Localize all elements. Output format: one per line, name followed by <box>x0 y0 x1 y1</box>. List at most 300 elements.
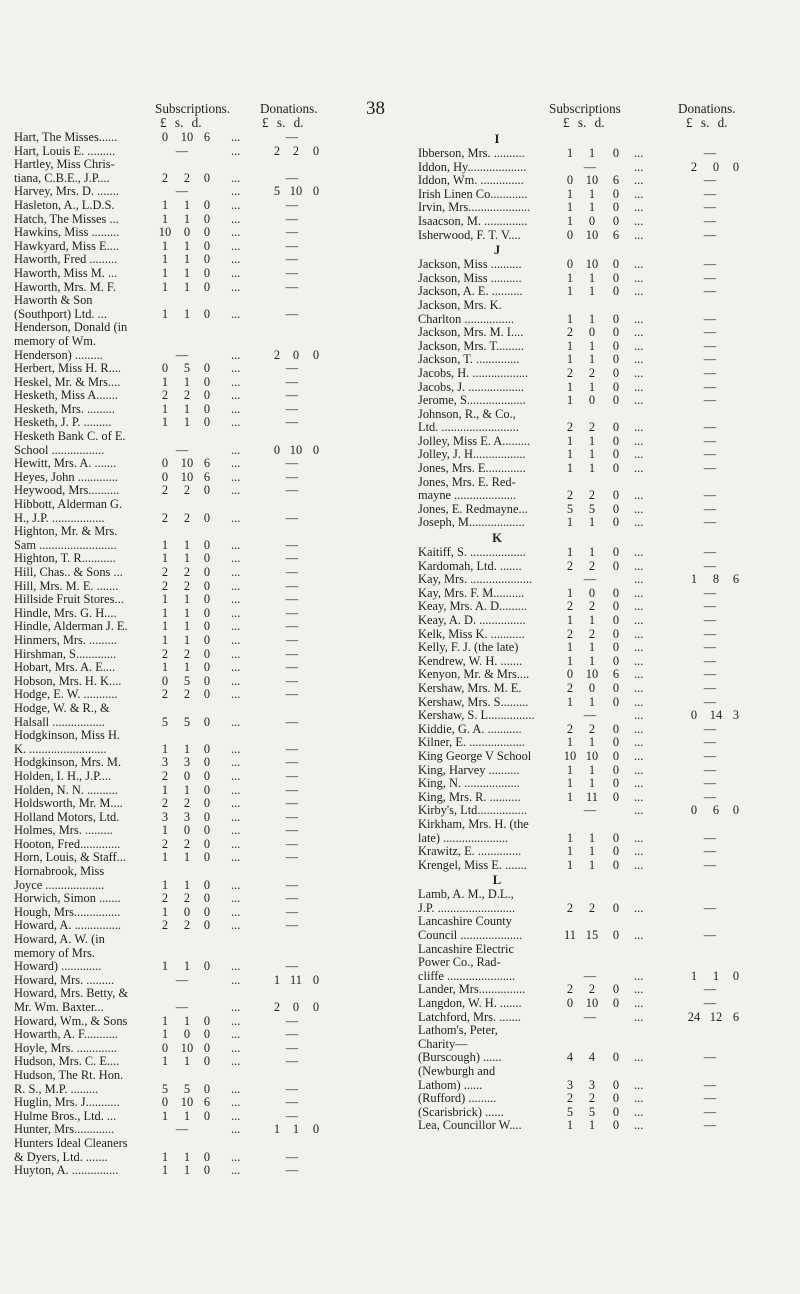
contributor-name: Henderson, Donald (in <box>14 321 128 335</box>
subscription-pence: 0 <box>203 605 211 620</box>
leader-dots: ... <box>231 1000 241 1014</box>
leader-dots: ... <box>634 748 644 763</box>
donation-shillings: 1 <box>292 1122 300 1137</box>
list-item <box>418 503 800 517</box>
subscription-pence: 0 <box>612 420 620 435</box>
leader-dots: ... <box>231 891 241 906</box>
donation-dash: — <box>703 680 717 695</box>
subscription-pounds: 2 <box>566 1091 574 1106</box>
list-item <box>418 818 800 832</box>
subscription-pence: 0 <box>612 776 620 791</box>
subscription-pounds: 2 <box>566 325 574 340</box>
subscription-shillings: 10 <box>585 748 599 763</box>
subscription-shillings: 2 <box>183 578 191 593</box>
subscription-pounds: 2 <box>566 558 574 573</box>
contributor-name: Holdsworth, Mr. M.... <box>14 797 123 811</box>
donation-dash: — <box>285 197 299 212</box>
donation-dash: — <box>703 585 717 600</box>
subscription-pence: 0 <box>612 447 620 462</box>
subscription-shillings: 1 <box>588 270 596 285</box>
subscription-pounds: 1 <box>161 741 169 756</box>
subscription-shillings: 2 <box>183 891 191 906</box>
subscription-pence: 0 <box>612 461 620 476</box>
subscription-shillings: 1 <box>588 830 596 845</box>
leader-dots: ... <box>231 510 241 525</box>
list-item <box>14 1137 346 1151</box>
subscription-shillings: 1 <box>183 265 191 280</box>
list-item <box>14 457 346 471</box>
donation-shillings: 6 <box>712 803 720 818</box>
donation-shillings: 14 <box>709 708 723 723</box>
leader-dots: ... <box>231 918 241 933</box>
subscription-pounds: 1 <box>161 211 169 226</box>
leader-dots: ... <box>634 982 644 997</box>
contributor-name: Hornabrook, Miss <box>14 865 105 879</box>
subscription-pounds: 0 <box>566 227 574 242</box>
subscription-pounds: 1 <box>566 585 574 600</box>
list-item <box>14 729 346 743</box>
leader-dots: ... <box>634 270 644 285</box>
donation-dash: — <box>703 1077 717 1092</box>
contributor-name: Sam ......................... <box>14 538 117 552</box>
contributor-name: Joseph, M.................. <box>418 516 525 530</box>
leader-dots: ... <box>231 1122 241 1137</box>
donation-dash: — <box>703 352 717 367</box>
leader-dots: ... <box>634 284 644 299</box>
subscription-pence: 0 <box>203 197 211 212</box>
contributor-name: Lathom's, Peter, <box>418 1024 498 1038</box>
contributor-name: Mr. Wm. Baxter... <box>14 1001 104 1014</box>
subscription-shillings: 1 <box>183 592 191 607</box>
contributor-name: Jones, Mrs. E. Red- <box>418 475 516 489</box>
subscription-pence: 0 <box>612 186 620 201</box>
donation-dash: — <box>285 836 299 851</box>
subscription-pence: 6 <box>612 227 620 242</box>
leader-dots: ... <box>634 501 644 516</box>
donation-dash: — <box>285 1040 299 1055</box>
leader-dots: ... <box>231 673 241 688</box>
donation-dash: — <box>285 510 299 525</box>
subscription-pence: 0 <box>203 687 211 702</box>
donation-dash: — <box>703 433 717 448</box>
leader-dots: ... <box>231 361 241 376</box>
subscription-shillings: 1 <box>588 844 596 859</box>
subscription-pence: 0 <box>203 646 211 661</box>
subscription-dash: — <box>583 159 597 174</box>
subscription-pence: 6 <box>203 130 211 144</box>
subscription-shillings: 1 <box>183 197 191 212</box>
subscription-pence: 0 <box>612 284 620 299</box>
subscription-pence: 0 <box>612 270 620 285</box>
contributor-name: Howard, Wm., & Sons <box>14 1014 128 1028</box>
donation-pence: 0 <box>732 803 740 818</box>
subscription-pence: 0 <box>203 1054 211 1069</box>
contributor-name: Hesketh, Mrs. ......... <box>14 402 115 416</box>
page-number: 38 <box>366 98 385 119</box>
subscription-shillings: 10 <box>585 227 599 242</box>
leader-dots: ... <box>231 1095 241 1110</box>
leader-dots: ... <box>634 968 644 983</box>
leader-dots: ... <box>231 1027 241 1042</box>
list-item <box>14 811 346 825</box>
donation-dash: — <box>703 613 717 627</box>
contributor-name: Hunters Ideal Cleaners <box>14 1136 128 1150</box>
subscription-shillings: 1 <box>588 653 596 668</box>
list-item <box>418 1079 800 1093</box>
leader-dots: ... <box>231 143 241 158</box>
list-item <box>418 313 800 327</box>
subscription-dash: — <box>583 708 597 723</box>
subscription-pounds: 1 <box>566 393 574 408</box>
donation-dash: — <box>703 257 717 272</box>
donation-pence: 0 <box>732 968 740 983</box>
list-item <box>14 607 346 621</box>
list-item <box>14 430 346 444</box>
subscription-pence: 0 <box>612 735 620 750</box>
subscription-pounds: 1 <box>161 401 169 416</box>
list-item <box>14 1151 346 1165</box>
subscription-dash: — <box>583 803 597 818</box>
leader-dots: ... <box>231 469 241 484</box>
section-letter: L <box>492 873 502 888</box>
subscription-shillings: 5 <box>183 1081 191 1096</box>
leader-dots: ... <box>634 830 644 845</box>
contributor-name: Charity— <box>418 1037 468 1051</box>
contributor-name: Charlton ................ <box>418 312 515 326</box>
contributor-name: Jackson, Mrs. M. I.... <box>418 326 524 340</box>
donation-dash: — <box>285 755 299 770</box>
leader-dots: ... <box>231 850 241 865</box>
donation-pence: 6 <box>732 572 740 587</box>
list-item <box>418 258 800 272</box>
subscription-pounds: 1 <box>161 265 169 280</box>
subscription-pence: 0 <box>203 225 211 240</box>
subscription-pounds: 1 <box>566 433 574 448</box>
list-item <box>418 668 800 682</box>
contributor-name: King George V School <box>418 749 532 763</box>
subscription-shillings: 2 <box>588 1091 596 1106</box>
list-item <box>14 675 346 689</box>
list-item <box>418 682 800 696</box>
donation-dash: — <box>285 959 299 974</box>
subscription-pounds: 2 <box>161 891 169 906</box>
subscription-pounds: 1 <box>161 782 169 797</box>
subscription-pence: 0 <box>203 741 211 756</box>
list-item <box>14 620 346 634</box>
leader-dots: ... <box>231 660 241 675</box>
list-item <box>14 1015 346 1029</box>
subscription-pounds: 1 <box>161 660 169 675</box>
contributor-name: (Southport) Ltd. ... <box>14 307 107 321</box>
subscription-pence: 0 <box>203 211 211 226</box>
leader-dots: ... <box>231 130 241 144</box>
contributor-name: & Dyers, Ltd. ....... <box>14 1150 108 1164</box>
contributor-name: Krengel, Miss E. ....... <box>418 858 527 872</box>
subscription-shillings: 1 <box>588 447 596 462</box>
left-header-donations: Donations. <box>260 101 318 116</box>
subscription-shillings: 2 <box>588 488 596 503</box>
subscription-pence: 0 <box>612 352 620 367</box>
subscription-shillings: 15 <box>585 928 599 943</box>
contributor-name: Kiddie, G. A. ........... <box>418 722 522 736</box>
donation-dash: — <box>285 483 299 498</box>
leader-dots: ... <box>634 515 644 530</box>
list-item <box>418 560 800 574</box>
leader-dots: ... <box>634 173 644 188</box>
leader-dots: ... <box>231 782 241 797</box>
contributor-name: Jolley, Miss E. A......... <box>418 434 531 448</box>
subscription-pence: 0 <box>612 996 620 1011</box>
list-item <box>14 416 346 430</box>
subscription-pence: 0 <box>612 653 620 668</box>
subscription-pence: 0 <box>203 415 211 430</box>
contributor-name: Haworth, Miss M. ... <box>14 266 118 280</box>
leader-dots: ... <box>634 1104 644 1119</box>
list-item <box>14 498 346 512</box>
contributor-name: Kardomah, Ltd. ....... <box>418 559 522 573</box>
leader-dots: ... <box>231 1040 241 1055</box>
subscription-shillings: 2 <box>588 982 596 997</box>
contributor-name: (Rufford) ......... <box>418 1092 497 1106</box>
list-item <box>14 552 346 566</box>
leader-dots: ... <box>231 1013 241 1028</box>
leader-dots: ... <box>231 605 241 620</box>
subscription-shillings: 1 <box>183 211 191 226</box>
leader-dots: ... <box>231 796 241 811</box>
subscription-pence: 6 <box>203 469 211 484</box>
donation-dash: — <box>285 714 299 729</box>
subscription-pounds: 1 <box>566 762 574 777</box>
leader-dots: ... <box>231 592 241 607</box>
subscription-shillings: 10 <box>180 1095 194 1110</box>
donation-dash: — <box>703 735 717 750</box>
subscription-pounds: 1 <box>161 1054 169 1069</box>
subscription-shillings: 10 <box>180 130 194 144</box>
contributor-name: Howarth, A. F........... <box>14 1028 118 1042</box>
subscription-pounds: 1 <box>566 515 574 530</box>
contributor-name: (Newburgh and <box>418 1065 496 1078</box>
leader-dots: ... <box>634 844 644 859</box>
contributor-name: Howard, A. W. (in <box>14 933 105 947</box>
donation-dash: — <box>285 170 299 185</box>
donation-dash: — <box>703 393 717 408</box>
donation-dash: — <box>285 605 299 620</box>
list-item <box>418 326 800 340</box>
contributor-name: Hart, The Misses...... <box>14 131 118 144</box>
donation-dash: — <box>703 996 717 1011</box>
donation-dash: — <box>703 694 717 709</box>
leader-dots: ... <box>231 238 241 253</box>
donation-dash: — <box>703 1104 717 1119</box>
contributor-name: Kenyon, Mr. & Mrs.... <box>418 668 530 682</box>
donation-dash: — <box>285 632 299 647</box>
contributor-name: Keay, A. D. ............... <box>418 614 526 627</box>
donation-pounds: 2 <box>273 347 281 362</box>
subscription-shillings: 2 <box>588 721 596 736</box>
subscription-pounds: 1 <box>161 877 169 892</box>
contributor-name: Latchford, Mrs. ....... <box>418 1010 521 1024</box>
list-item <box>14 593 346 607</box>
donation-dash: — <box>285 687 299 702</box>
donation-dash: — <box>703 762 717 777</box>
subscription-pence: 0 <box>203 768 211 783</box>
subscription-pence: 0 <box>203 632 211 647</box>
contributor-name: memory of Mrs. <box>14 946 95 960</box>
list-item <box>418 1106 800 1120</box>
list-item <box>14 281 346 295</box>
subscription-pounds: 0 <box>566 667 574 682</box>
list-item <box>14 213 346 227</box>
list-item <box>418 859 800 873</box>
contributor-name: Council .................... <box>418 929 523 943</box>
donation-dash: — <box>285 796 299 811</box>
contributor-name: Heywood, Mrs.......... <box>14 484 120 498</box>
list-item <box>14 172 346 186</box>
subscription-pounds: 2 <box>161 646 169 661</box>
subscription-pence: 0 <box>612 1050 620 1065</box>
donation-dash: — <box>703 461 717 476</box>
subscription-dash: — <box>583 572 597 587</box>
list-item <box>418 888 800 902</box>
subscription-dash: — <box>175 1122 189 1137</box>
subscription-pounds: 2 <box>161 565 169 579</box>
list-item <box>14 158 346 172</box>
donation-shillings: 0 <box>292 347 300 362</box>
list-item <box>418 600 800 614</box>
subscription-pounds: 2 <box>161 918 169 933</box>
leader-dots: ... <box>231 714 241 729</box>
leader-dots: ... <box>231 687 241 702</box>
donation-dash: — <box>285 768 299 783</box>
subscription-shillings: 1 <box>183 1108 191 1123</box>
contributor-name: Kirby's, Ltd................ <box>418 804 527 818</box>
contributor-name: Kilner, E. .................. <box>418 736 525 750</box>
donation-dash: — <box>285 415 299 430</box>
subscription-pence: 0 <box>203 1027 211 1042</box>
list-item <box>14 838 346 852</box>
list-item <box>14 335 346 349</box>
donation-pounds: 2 <box>273 1000 281 1014</box>
subscription-shillings: 1 <box>183 415 191 430</box>
contributor-name: Huyton, A. ............... <box>14 1164 119 1178</box>
donation-pence: 0 <box>312 972 320 987</box>
contributor-name: Lander, Mrs............... <box>418 983 526 997</box>
contributor-name: Heyes, John ............. <box>14 470 118 484</box>
subscription-shillings: 1 <box>588 545 596 560</box>
contributor-name: Huglin, Mrs. J........... <box>14 1096 120 1110</box>
contributor-name: Power Co., Rad- <box>418 956 501 970</box>
list-item <box>14 444 346 458</box>
donation-dash: — <box>703 558 717 573</box>
leader-dots: ... <box>634 186 644 201</box>
list-item <box>14 1001 346 1015</box>
list-item <box>14 661 346 675</box>
subscription-pence: 0 <box>612 599 620 614</box>
list-item <box>14 1110 346 1124</box>
subscription-shillings: 1 <box>588 461 596 476</box>
contributor-name: Jackson, Miss .......... <box>418 258 522 272</box>
subscription-pounds: 2 <box>566 365 574 380</box>
subscription-shillings: 1 <box>588 146 596 160</box>
subscription-shillings: 2 <box>588 558 596 573</box>
leader-dots: ... <box>634 694 644 709</box>
subscription-shillings: 0 <box>588 325 596 340</box>
list-item <box>418 353 800 367</box>
subscription-pence: 0 <box>203 565 211 579</box>
subscription-shillings: 2 <box>183 483 191 498</box>
subscription-shillings: 11 <box>586 789 598 804</box>
leader-dots: ... <box>634 338 644 353</box>
contributor-name: (Burscough) ...... <box>418 1051 502 1065</box>
subscription-shillings: 1 <box>588 186 596 201</box>
subscription-pence: 0 <box>612 311 620 326</box>
subscription-shillings: 1 <box>588 379 596 394</box>
donation-dash: — <box>285 1013 299 1028</box>
leader-dots: ... <box>231 211 241 226</box>
leader-dots: ... <box>634 789 644 804</box>
subscription-shillings: 3 <box>588 1077 596 1092</box>
list-item <box>14 634 346 648</box>
list-item <box>418 476 800 490</box>
contributor-name: Hatch, The Misses ... <box>14 212 119 226</box>
subscription-pence: 0 <box>203 1149 211 1164</box>
subscription-dash: — <box>583 1009 597 1024</box>
subscription-pence: 6 <box>203 1095 211 1110</box>
donation-shillings: 10 <box>289 184 303 199</box>
subscription-shillings: 1 <box>183 660 191 675</box>
subscription-pounds: 2 <box>161 796 169 811</box>
subscription-pence: 0 <box>203 850 211 865</box>
subscription-pounds: 1 <box>161 1163 169 1178</box>
subscription-pounds: 1 <box>566 270 574 285</box>
contributor-name: King, Mrs. R. .......... <box>418 790 521 804</box>
list-item <box>14 389 346 403</box>
list-item <box>418 1051 800 1065</box>
subscription-shillings: 5 <box>588 1104 596 1119</box>
contributor-name: Hill, Chas.. & Sons ... <box>14 566 123 579</box>
subscription-pounds: 2 <box>566 420 574 435</box>
list-item <box>14 1069 346 1083</box>
subscription-shillings: 1 <box>183 877 191 892</box>
contributor-name: Holland Motors, Ltd. <box>14 810 120 824</box>
donation-dash: — <box>285 850 299 865</box>
subscription-pence: 0 <box>612 501 620 516</box>
contributor-name: Lathom) ...... <box>418 1078 483 1092</box>
list-item <box>14 471 346 485</box>
contributor-name: Isherwood, F. T. V.... <box>418 228 521 242</box>
donation-pounds: 0 <box>690 708 698 723</box>
subscription-shillings: 0 <box>183 823 191 838</box>
leader-dots: ... <box>231 768 241 783</box>
list-item <box>14 960 346 974</box>
subscription-pence: 0 <box>612 1077 620 1092</box>
donation-pounds: 2 <box>690 159 698 174</box>
subscription-pounds: 2 <box>161 510 169 525</box>
donation-dash: — <box>285 1108 299 1123</box>
subscription-pence: 0 <box>612 626 620 641</box>
subscription-shillings: 2 <box>183 836 191 851</box>
contributor-name: Howard, A. ............... <box>14 919 122 933</box>
contributor-name: Hibbott, Alderman G. <box>14 498 123 512</box>
list-item <box>418 1024 800 1038</box>
leader-dots: ... <box>231 225 241 240</box>
subscription-shillings: 1 <box>588 200 596 215</box>
contributor-name: Jackson, Mrs. K. <box>418 298 502 312</box>
subscription-shillings: 2 <box>183 646 191 661</box>
contributor-name: late) ..................... <box>418 831 509 845</box>
list-item <box>14 294 346 308</box>
subscription-pence: 0 <box>203 796 211 811</box>
